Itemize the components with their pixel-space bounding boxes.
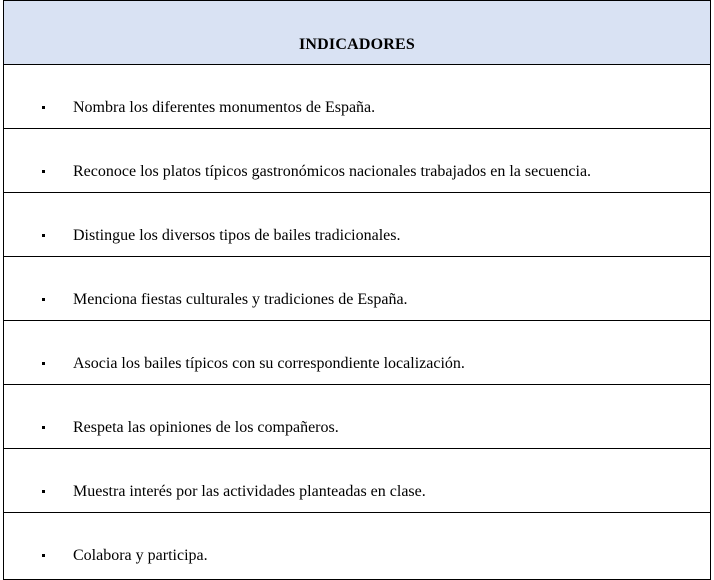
- table-row-1: [4, 65, 710, 129]
- indicator-text: Nombra los diferentes monumentos de España.: [73, 99, 376, 116]
- bullet-icon: [42, 170, 45, 173]
- table-header: [4, 1, 710, 65]
- bullet-icon: [42, 106, 45, 109]
- indicator-text: Muestra interés por las actividades planteadas en clase.: [73, 483, 426, 500]
- table-row-8: [4, 513, 710, 579]
- indicator-text: Asocia los bailes típicos con su correspondiente localización.: [73, 355, 465, 372]
- header-title: INDICADORES: [299, 35, 415, 53]
- bullet-icon: [42, 298, 45, 301]
- indicator-text: Distingue los diversos tipos de bailes tradicionales.: [73, 227, 401, 244]
- table-row-6: [4, 385, 710, 449]
- table-row-7: [4, 449, 710, 513]
- table-row-2: [4, 129, 710, 193]
- bullet-icon: [42, 362, 45, 365]
- indicator-text: Colabora y participa.: [73, 547, 208, 564]
- indicator-text: Reconoce los platos típicos gastronómicos nacionales trabajados en la secuencia.: [73, 163, 592, 180]
- indicators-table: [3, 0, 711, 580]
- table-row-4: [4, 257, 710, 321]
- bullet-icon: [42, 426, 45, 429]
- bullet-icon: [42, 234, 45, 237]
- table-row-3: [4, 193, 710, 257]
- indicator-text: Menciona fiestas culturales y tradiciones de España.: [73, 291, 408, 308]
- bullet-icon: [42, 490, 45, 493]
- indicator-text: Respeta las opiniones de los compañeros.: [73, 419, 339, 436]
- bullet-icon: [42, 554, 45, 557]
- table-row-5: [4, 321, 710, 385]
